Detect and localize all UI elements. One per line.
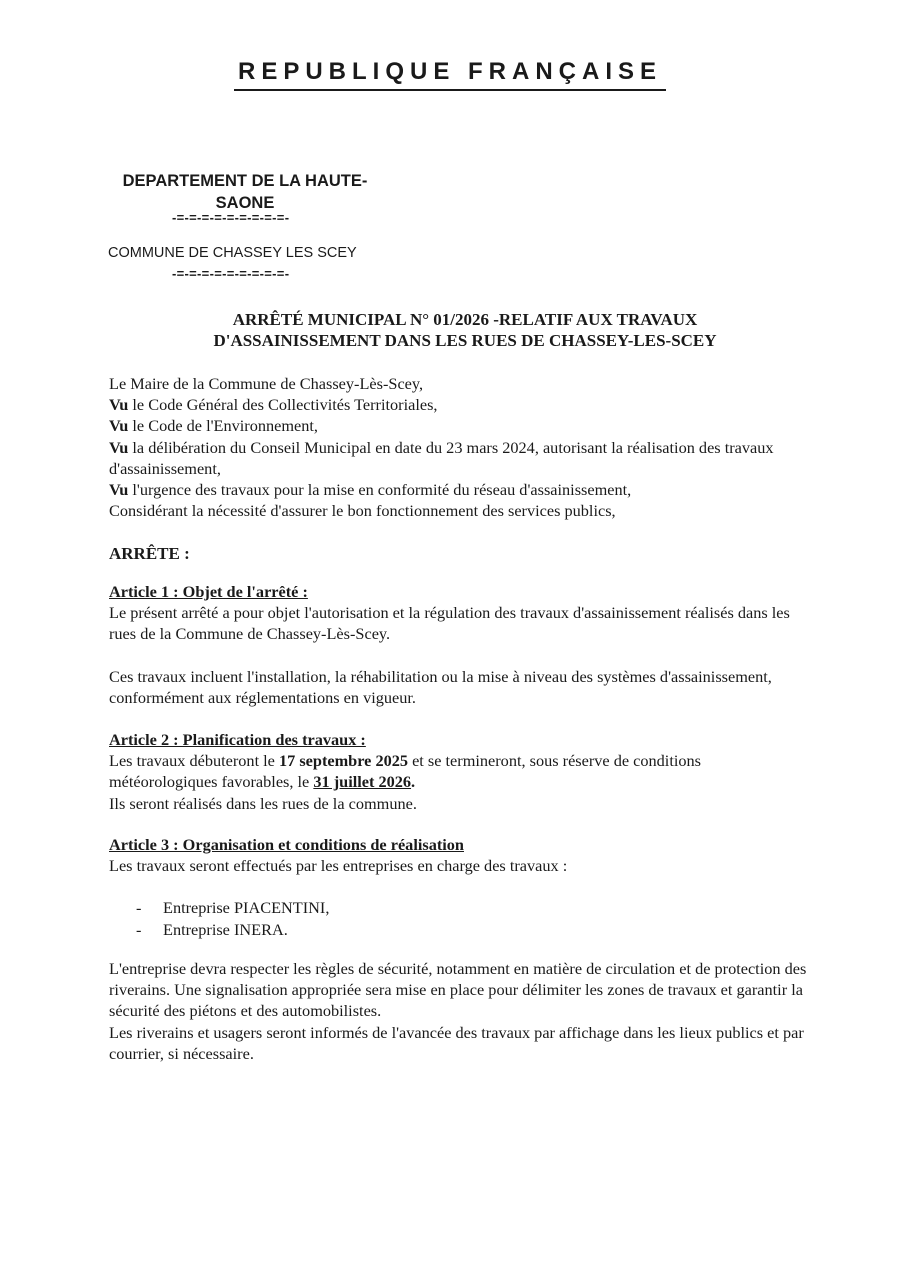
preamble-intro: Le Maire de la Commune de Chassey-Lès-Scey, <box>109 374 424 393</box>
article-3-intro: Les travaux seront effectués par les entreprises en charge des travaux : <box>109 856 568 876</box>
visa-2 <box>109 415 809 436</box>
article-3-details <box>109 958 809 1064</box>
article-1 <box>109 581 809 708</box>
article-1-paragraph-1: Le présent arrêté a pour objet l'autorisation et la régulation des travaux d'assainissement réalisés dans les rues de la Commune de Chassey-Lès-Scey. <box>109 603 790 644</box>
visa-2-text: le Code de l'Environnement, <box>128 416 318 436</box>
article-2-paragraph-2: Ils seront réalisés dans les rues de la commune. <box>109 793 417 813</box>
decree-title <box>110 309 820 351</box>
vu-label: Vu <box>109 416 129 436</box>
vu-label: Vu <box>109 480 129 500</box>
arrete-label: ARRÊTE : <box>109 544 190 563</box>
department-line-2: SAONE <box>215 194 275 212</box>
vu-label: Vu <box>109 437 129 457</box>
article-2-heading: Article 2 : Planification des travaux : <box>109 730 366 749</box>
article-2-paragraph-1 <box>109 750 809 792</box>
considerant: Considérant la nécessité d'assurer le bon fonctionnement des services publics, <box>109 501 616 521</box>
article-3 <box>109 834 809 876</box>
decree-title-line-2: D'ASSAINISSEMENT DANS LES RUES DE CHASSEY-LES-SCEY <box>213 331 717 350</box>
end-date: 31 juillet 2026 <box>313 772 412 792</box>
separator-1: -=-=-=-=-=-=-=-=-=- <box>172 210 290 225</box>
separator-2: -=-=-=-=-=-=-=-=-=- <box>172 266 290 281</box>
article-3-heading: Article 3 : Organisation et conditions de réalisation <box>109 835 464 854</box>
article-3-paragraph-2: Les riverains et usagers seront informés de l'avancée des travaux par affichage dans les lieux publics et par courrier, si nécessaire. <box>109 1022 804 1063</box>
decree-title-line-1: ARRÊTÉ MUNICIPAL N° 01/2026 -RELATIF AUX TRAVAUX <box>232 310 698 329</box>
company-item: - Entreprise INERA. <box>109 919 809 941</box>
article-2-text-3: . <box>411 772 416 792</box>
article-2-text-2: et se termineront, sous réserve de conditions météorologiques favorables, le <box>109 751 701 792</box>
visa-1 <box>109 394 809 415</box>
visa-4 <box>109 479 809 500</box>
article-2-text-1: Les travaux débuteront le <box>109 751 279 771</box>
article-2 <box>109 729 809 814</box>
article-3-paragraph-1: L'entreprise devra respecter les règles de sécurité, notamment en matière de circulation et de protection des riverains. Une signalisation appropriée sera mise en place pour délimiter les zones de travaux et garantir la sécurité des piétons et des automobilistes. <box>109 959 807 1021</box>
visa-3 <box>109 437 809 479</box>
company-item: - Entreprise PIACENTINI, <box>109 897 809 919</box>
company-list <box>109 897 809 940</box>
article-1-heading: Article 1 : Objet de l'arrêté : <box>109 582 308 601</box>
preamble <box>109 373 809 521</box>
department-block <box>100 170 390 214</box>
vu-label: Vu <box>109 395 129 415</box>
department-line-1: DEPARTEMENT DE LA HAUTE- <box>122 172 368 190</box>
visa-4-text: l'urgence des travaux pour la mise en conformité du réseau d'assainissement, <box>128 480 632 500</box>
republic-heading-text: REPUBLIQUE FRANÇAISE <box>234 58 666 91</box>
republic-heading <box>0 58 900 91</box>
article-1-paragraph-2: Ces travaux incluent l'installation, la réhabilitation ou la mise à niveau des systèmes d'assainissement, conformément aux réglementations en vigueur. <box>109 666 772 707</box>
start-date: 17 septembre 2025 <box>278 751 409 771</box>
visa-1-text: le Code Général des Collectivités Territoriales, <box>128 395 438 415</box>
commune-name: COMMUNE DE CHASSEY LES SCEY <box>108 245 357 261</box>
visa-3-text: la délibération du Conseil Municipal en date du 23 mars 2024, autorisant la réalisation des travaux d'assainissement, <box>109 437 774 478</box>
